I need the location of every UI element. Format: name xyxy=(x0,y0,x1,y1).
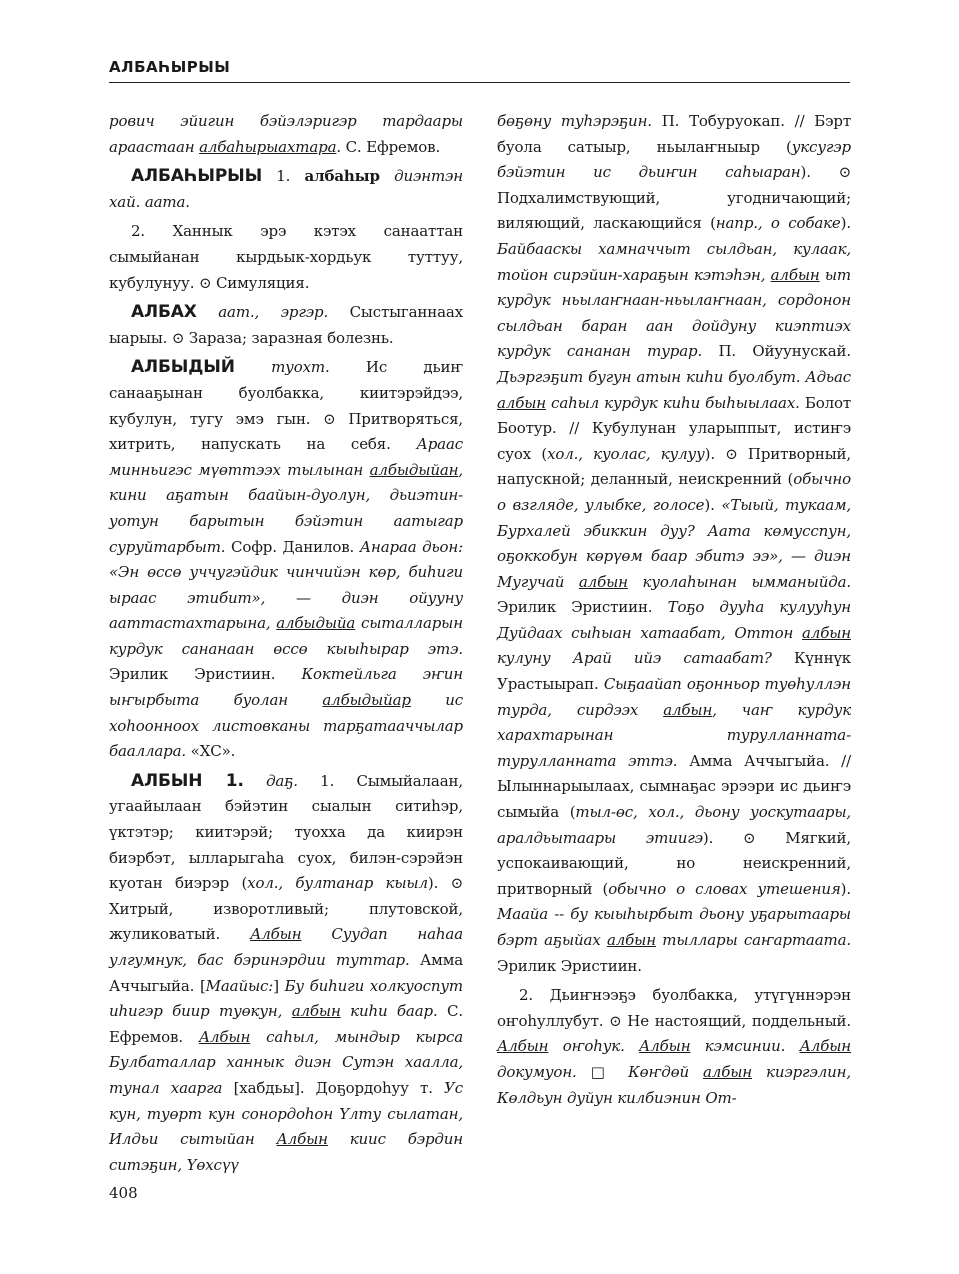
dictionary-paragraph: АЛБЫДЫЙ туохт. Ис дьиҥ санааҕынан буолбакка, киитэрэйдээ, кубулун, тугу эмэ гын. ⊙ Притворяться, хитрить, напускать на себя. Араас минньигэс мүөттээх тылынан албыдыйан, кини аҕатын баайын-дуолун, дьиэтин-уотун барытын бэйэтин аатыгар суруйтарбыт. Софр. Данилов. Анараа дьон: «Эн өссө уччугэйдик чинчийэн көр, биһиги ыраас этибит», — диэн ойууну ааттастахтарына, албыдыйа сыталларын курдук сананаан өссө кыыһырар этэ. Эрилик Эристиин. Коктейльга эҥин ыҥырбыта буолан албыдыйар ис хоһоонноох листовканы тарҕатааччылар бааллара. «ХС». xyxy=(109,357,463,761)
header-title: АЛБАҺЫРЫЫ xyxy=(109,58,231,76)
dictionary-paragraph: рович эйигин бэйэлэригэр тардаары араастаан албаһырыахтара. С. Ефремов. xyxy=(109,112,463,156)
dictionary-paragraph: АЛБАҺЫРЫЫ 1. албаһыр диэнтэн хай. аата. xyxy=(109,166,464,211)
dictionary-paragraph: АЛБАХ аат., эргэр. Сыстыганнаах ыарыы. ⊙ Зараза; заразная болезнь. xyxy=(109,302,464,347)
right-column xyxy=(497,109,851,1111)
dictionary-paragraph: 2. Ханнык эрэ кэтэх санааттан сымыйанан кырдьык-хордьук туттуу, кубулунуу. ⊙ Симуляция. xyxy=(109,222,463,292)
page-number: 408 xyxy=(109,1184,138,1202)
left-column xyxy=(109,109,463,1178)
dictionary-paragraph: АЛБЫН 1. даҕ. 1. Сымыйалаан, угаайылаан бэйэтин сыалын ситиһэр, үктэтэр; киитэрэй; туохха да киирэн биэрбэт, ылларыгаһа суох, билэн-сэрэйэн куотан биэрэр (хол., бултанар кыыл). ⊙ Хитрый, изворотливый; плутовской, жуликоватый. Албын Суудап наһаа улгумнук, бас бэринэрдии туттар. Амма Аччыгыйа. [Маайыс:] Бу биһиги холкуоспут иһигэр биир туөкун, албын киһи баар. С. Ефремов. Албын саһыл, мындыр кырса Булбаталлар ханнык диэн Сутэн хаалла, тунал хаарга [хабдьы]. Доҕордоһуу т. Ус кун, туөрт кун сонордоһон Үлту сылатан, Илдьи сытыйан Албын киис бэрдин ситэҕин, Үөхсүү xyxy=(109,770,464,1174)
running-header xyxy=(109,58,850,83)
dictionary-paragraph: 2. Дьиҥнээҕэ буолбакка, утүгүннэрэн оҥоһуллубут. ⊙ Не настоящий, поддельный. Албын оҥоһук. Албын кэмсинии. Албын докумуон. □ Көҥдөй албын киэргэлин, Көлдьун дуйун килбиэнин От- xyxy=(497,986,851,1107)
dictionary-paragraph: бөҕөну туһэрэҕин. П. Тобуруокап. // Бэрт буола сатыыр, ньылаҥныыр (уксугэр бэйэтин ис дьиҥин саһыаран). ⊙ Подхалимствующий, угодничающий; виляющий, ласкающийся (напр., о собаке). Байбааскы хамначчыт сылдьан, кулаак, тойон сирэйин-хараҕын кэтэһэн, албын ыт курдук ньылаҥнаан-ньылаҥнаан, сордонон сылдьан баран аан дойдуну киэптиэх курдук сананан турар. П. Ойуунускай. Дьэргэҕит бугун атын киһи буолбут. Адьас албын саһыл курдук киһи быһыылаах. Болот Боотур. // Кубулунан уларыппыт, истиҥэ суох (хол., куолас, кулуу). ⊙ Притворный, напускной; деланный, неискренний (обычно о взгляде, улыбке, голосе). «Тыый, тукаам, Бурхалей эбиккин дуу? Аата көмусспун, оҕоккобун көрүөм баар эбитэ ээ», — диэн Мугучай албын куолаһынан ымманыйда. Эрилик Эристиин. Тоҕо дууһа кулууһун Дуйдаах сыһыан хатаабат, Оттон албын кулуну Арай ийэ сатаабат? Күннүк Урастыырап. Сыҕаайап оҕонньор туөһуллэн турда, сирдээх албын, чаҥ курдук харахтарынан турулланната-турулланната эттэ. Амма Аччыгыйа. // Ылыннарыылаах, сымнаҕас эрээри ис дьиҥэ сымыйа (тыл-өс, хол., дьону уоскутаары, аралдьытаары этиигэ). ⊙ Мягкий, успокаивающий, но неискренний, притворный (обычно о словах утешения). Маайа -- бу кыыһырбыт дьону уҕарытаары бэрт аҕыйах албын тыллары саҥартаата. Эрилик Эристиин. xyxy=(497,112,852,975)
